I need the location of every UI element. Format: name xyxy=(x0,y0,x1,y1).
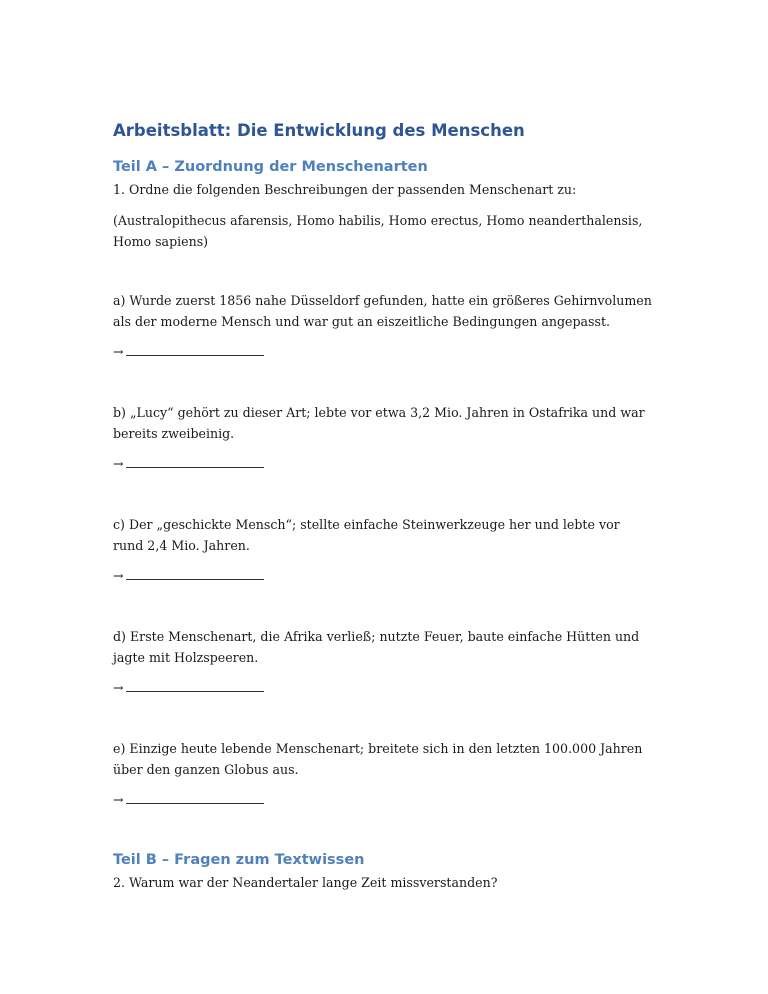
arrow-icon: → xyxy=(113,568,124,583)
arrow-icon: → xyxy=(113,680,124,695)
species-options: (Australopithecus afarensis, Homo habilis, Homo erectus, Homo neanderthalensis, Homo sapiens) xyxy=(113,213,643,249)
answer-line-a[interactable] xyxy=(113,344,264,360)
question-item-b: b) „Lucy“ gehört zu dieser Art; lebte vor etwa 3,2 Mio. Jahren in Ostafrika und war bereits zweibeinig. xyxy=(113,405,645,441)
answer-line-c[interactable] xyxy=(113,568,264,584)
question-item-e: e) Einzige heute lebende Menschenart; breitete sich in den letzten 100.000 Jahren über den ganzen Globus aus. xyxy=(113,741,643,777)
page-title: Arbeitsblatt: Die Entwicklung des Menschen xyxy=(113,121,525,140)
arrow-icon: → xyxy=(113,792,124,807)
question-item-d: d) Erste Menschenart, die Afrika verließ; nutzte Feuer, baute einfache Hütten und jagte mit Holzspeeren. xyxy=(113,629,640,665)
part-a-heading: Teil A – Zuordnung der Menschenarten xyxy=(113,159,428,175)
answer-blank[interactable] xyxy=(126,569,264,580)
answer-blank[interactable] xyxy=(126,793,264,804)
question-2: 2. Warum war der Neandertaler lange Zeit missverstanden? xyxy=(113,875,498,890)
answer-line-b[interactable] xyxy=(113,456,264,472)
part-a-instruction: 1. Ordne die folgenden Beschreibungen der passenden Menschenart zu: xyxy=(113,182,577,197)
part-b-heading: Teil B – Fragen zum Textwissen xyxy=(113,852,365,868)
answer-blank[interactable] xyxy=(126,345,264,356)
answer-blank[interactable] xyxy=(126,457,264,468)
arrow-icon: → xyxy=(113,344,124,359)
question-item-a: a) Wurde zuerst 1856 nahe Düsseldorf gefunden, hatte ein größeres Gehirnvolumen als der moderne Mensch und war gut an eiszeitliche Bedingungen angepasst. xyxy=(113,293,652,329)
answer-line-e[interactable] xyxy=(113,792,264,808)
question-item-c: c) Der „geschickte Mensch“; stellte einfache Steinwerkzeuge her und lebte vor rund 2,4 Mio. Jahren. xyxy=(113,517,620,553)
answer-blank[interactable] xyxy=(126,681,264,692)
arrow-icon: → xyxy=(113,456,124,471)
answer-line-d[interactable] xyxy=(113,680,264,696)
